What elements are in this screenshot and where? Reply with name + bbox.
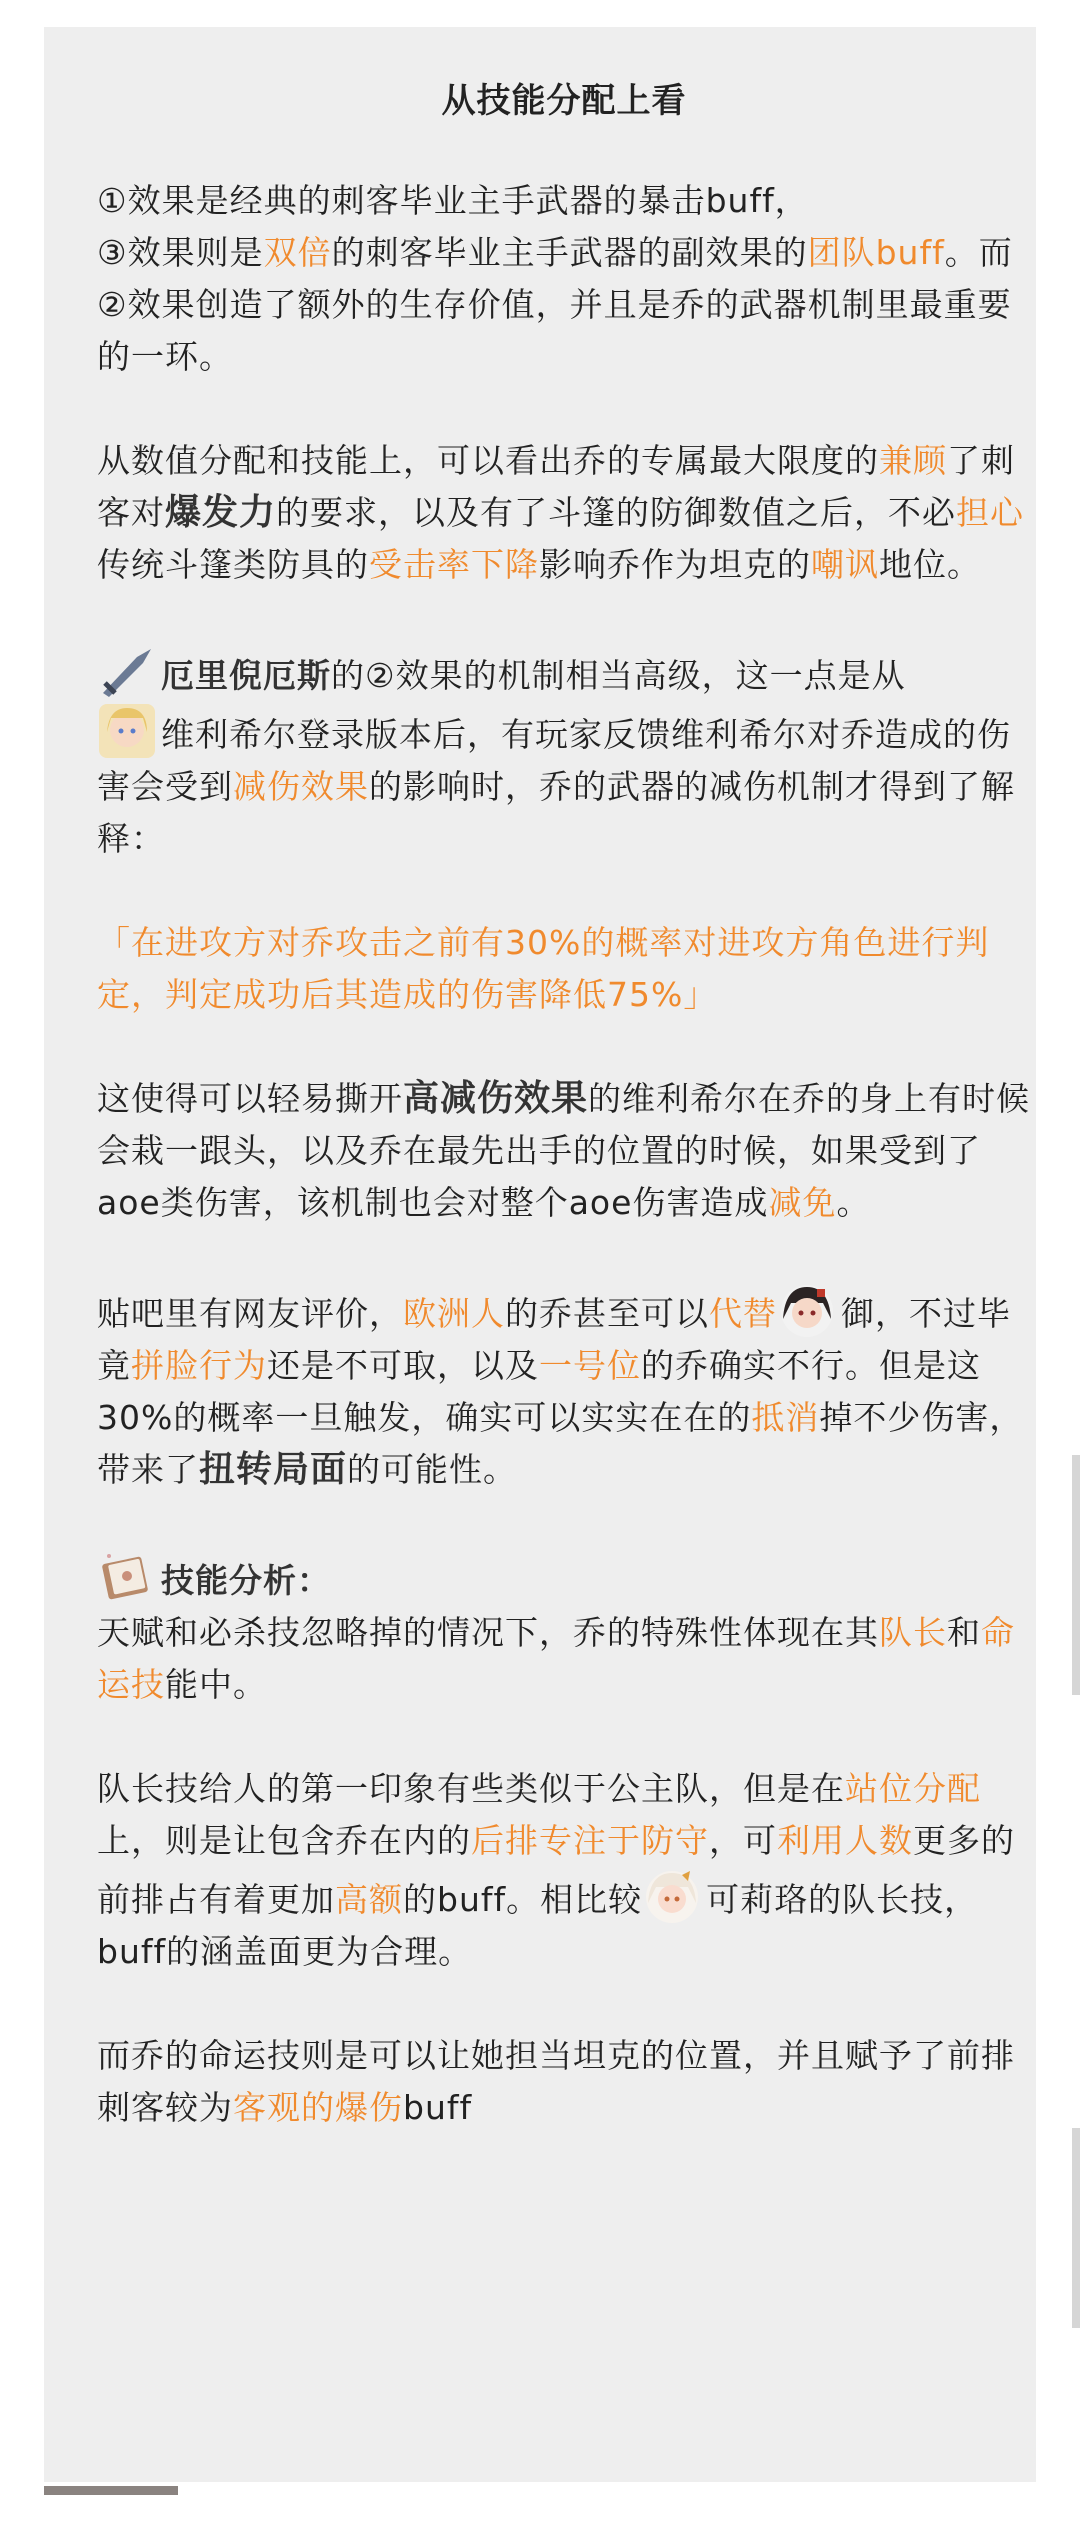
highlight: 减免	[768, 1183, 837, 1222]
highlight: 双倍	[263, 233, 332, 272]
text: 地位。	[879, 545, 981, 584]
text: 能中。	[165, 1665, 267, 1704]
character-avatar-blonde	[97, 702, 157, 760]
highlight: 嘲讽	[811, 545, 879, 584]
highlight: 担心	[956, 493, 1025, 532]
text: 这使得可以轻易撕开	[97, 1079, 403, 1118]
sword-icon	[97, 643, 157, 701]
text: 的要求，以及有了斗篷的防御数值之后，不必	[276, 493, 957, 532]
highlight: 一号位	[539, 1346, 641, 1385]
horizontal-scrollbar[interactable]	[44, 2486, 178, 2495]
text: 而乔的命运技则是可以让她担当坦克的位置，并且赋予了前排刺客较为	[97, 2036, 1015, 2127]
text: 的刺客毕业主手武器的副效果的	[331, 233, 808, 272]
text: 更多的前排占有着更加	[97, 1821, 1015, 1919]
text: 上，则是让包含乔在内的	[97, 1821, 471, 1860]
vertical-scrollbar-upper[interactable]	[1072, 1455, 1080, 1695]
text: 的可能性。	[347, 1450, 518, 1489]
highlight: 后排专注于防守	[471, 1821, 709, 1860]
highlight: 队长	[879, 1613, 947, 1652]
text: 贴吧里有网友评价，	[97, 1294, 403, 1333]
text: 的乔甚至可以	[505, 1294, 709, 1333]
character-avatar-white-hair	[642, 1867, 702, 1925]
character-name: 厄里倪厄斯	[161, 656, 331, 695]
highlight: 客观的爆伤	[233, 2088, 403, 2127]
effect-line-1: ①效果是经典的刺客毕业主手武器的暴击buff，	[97, 181, 809, 220]
article-card	[44, 27, 1036, 2482]
text: 御，不过毕竟	[97, 1294, 1011, 1385]
bold-term: 高减伤效果	[403, 1078, 589, 1119]
text: 队长技给人的第一印象有些类似于公主队，但是在	[97, 1769, 845, 1808]
text: 。	[836, 1183, 871, 1222]
text: 了刺客对	[97, 441, 1015, 532]
highlight: 代替	[709, 1294, 777, 1333]
text: 的buff。相比较	[403, 1880, 643, 1919]
text: 维利希尔登录版本后，有玩家反馈维利希尔对乔造成的伤害会受到	[97, 715, 1011, 806]
highlight: 抵消	[751, 1398, 820, 1437]
vertical-scrollbar-lower[interactable]	[1072, 2128, 1080, 2328]
text: 掉不少伤害，带来了	[97, 1398, 1024, 1489]
text: 和	[947, 1613, 981, 1652]
bold-term: 扭转局面	[199, 1449, 348, 1490]
skill-heading: 技能分析：	[161, 1561, 331, 1600]
paragraph-effect-detail	[97, 1073, 1031, 1229]
text: 的影响时，乔的武器的减伤机制才得到了解释：	[97, 767, 1015, 858]
text: 天赋和必杀技忽略掉的情况下，乔的特殊性体现在其	[97, 1613, 879, 1652]
text: 。而	[944, 233, 1013, 272]
skill-heading-row	[97, 1548, 1031, 1607]
highlight: 兼顾	[879, 441, 947, 480]
section-title: 从技能分配上看	[441, 81, 687, 121]
highlight: 团队buff	[807, 233, 945, 272]
text: 的乔确实不行。但是这30%的概率一旦触发，确实可以实实在在的	[97, 1346, 981, 1437]
character-avatar-dark-hair	[777, 1281, 837, 1339]
text: 影响乔作为坦克的	[539, 545, 811, 584]
text: ③效果则是	[97, 233, 264, 272]
effect-line-2: ②效果创造了额外的生存价值，并且是乔的武器机制里最重要的一环。	[97, 285, 1012, 376]
article-body	[97, 75, 1031, 2186]
highlight: 命运技	[97, 1613, 1015, 1704]
bold-term: 爆发力	[165, 492, 277, 533]
highlight: 减伤效果	[233, 767, 369, 806]
text: 从数值分配和技能上，可以看出乔的专属最大限度的	[97, 441, 879, 480]
effect-line-3	[97, 227, 1031, 279]
paragraph-fate-skill	[97, 2030, 1031, 2134]
text: 还是不可取，以及	[267, 1346, 539, 1385]
text: ，可	[709, 1821, 777, 1860]
text: 可莉珞的队长技，buff的涵盖面更为合理。	[97, 1880, 979, 1971]
highlight: 利用人数	[777, 1821, 913, 1860]
paragraph-captain-skill	[97, 1763, 1031, 1978]
highlight: 站位分配	[845, 1769, 981, 1808]
quote-block: 「在进攻方对乔攻击之前有30%的概率对进攻方角色进行判定，判定成功后其造成的伤害降低75%」	[97, 923, 990, 1014]
highlight: 拼脸行为	[131, 1346, 267, 1385]
text: buff	[403, 2088, 473, 2127]
paragraph-effects	[97, 175, 1031, 383]
text: 的维利希尔在乔的身上有时候会栽一跟头，以及乔在最先出手的位置的时候，如果受到了aoe类伤害，该机制也会对整个aoe伤害造成	[97, 1079, 1031, 1222]
text: 的②效果的机制相当高级，这一点是从	[331, 656, 906, 695]
paragraph-forum	[97, 1281, 1031, 1496]
highlight: 高额	[335, 1880, 403, 1919]
highlight: 受击率下降	[369, 545, 539, 584]
highlight: 欧洲人	[403, 1294, 505, 1333]
skill-text	[97, 1607, 1031, 1711]
text: 传统斗篷类防具的	[97, 545, 369, 584]
paragraph-skill-analysis	[97, 1548, 1031, 1711]
paragraph-stats	[97, 435, 1031, 591]
paragraph-mechanism	[97, 643, 1031, 865]
book-icon	[97, 1548, 157, 1606]
